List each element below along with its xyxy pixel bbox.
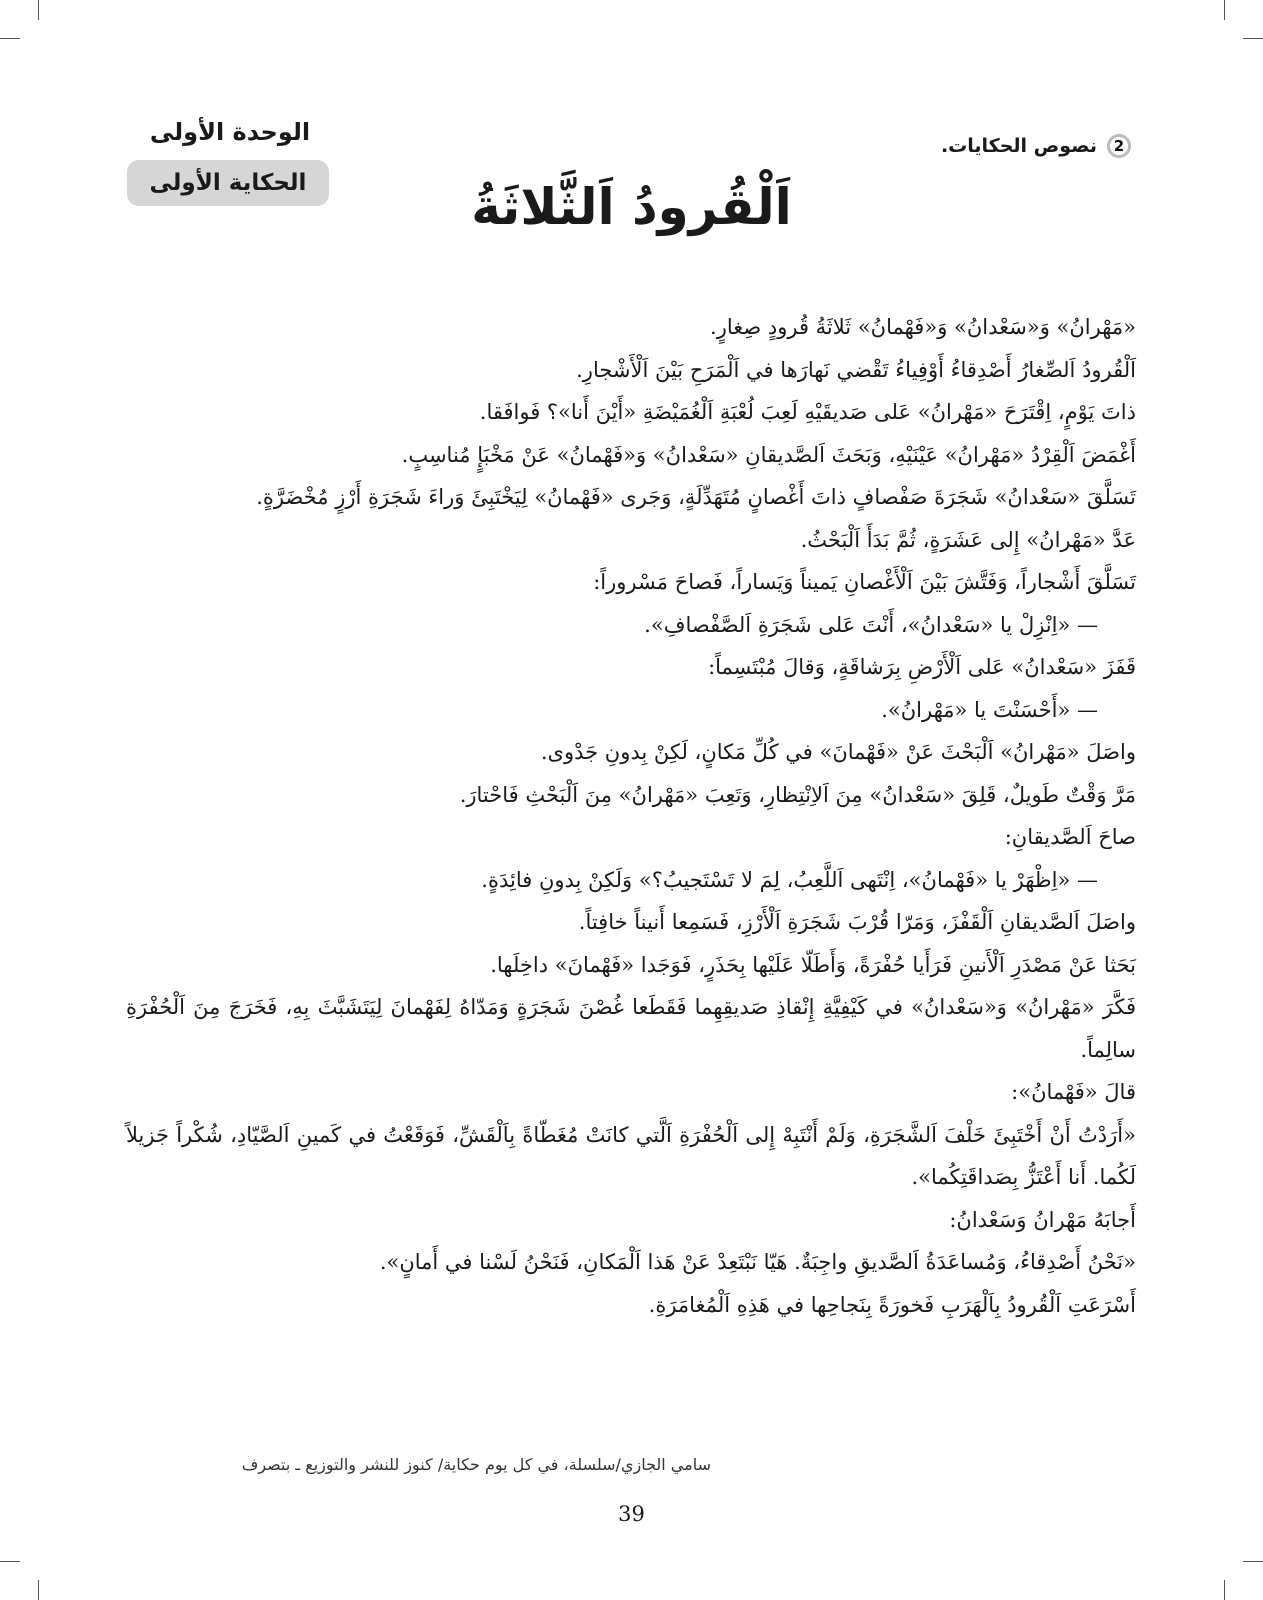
story-paragraph: اَلْقُرودُ اَلصِّغارُ أَصْدِقاءُ أَوْفِياءُ تَقْضي نَهارَها في اَلْمَرَحِ بَيْنَ اَلْأَشْجارِ. xyxy=(576,357,1136,382)
story-paragraph: مَرَّ وَقْتٌ طَويلٌ، قَلِقَ «سَعْدانُ» مِنَ اَلاِنْتِظارِ، وَتَعِبَ «مَهْرانُ» مِنَ اَلْبَحْثِ فَاحْتارَ. xyxy=(459,782,1136,807)
story-paragraph: أَغْمَضَ اَلْقِرْدُ «مَهْرانُ» عَيْنَيْهِ، وَبَحَثَ اَلصَّديقانِ «سَعْدانُ» وَ«فَهْمانُ» عَنْ مَخْبَإٍ مُناسِبٍ. xyxy=(401,442,1136,467)
story-paragraph: واصَلَ «مَهْرانُ» اَلْبَحْثَ عَنْ «فَهْمانَ» في كُلِّ مَكانٍ، لَكِنْ بِدونِ جَدْوى. xyxy=(540,740,1136,764)
story-paragraph: ذاتَ يَوْمٍ، اِقْتَرَحَ «مَهْرانُ» عَلى صَديقَيْهِ لَعِبَ لُعْبَةِ اَلْغُمَيْضَةِ «أَيْنَ أَنا»؟ فَوافَقا. xyxy=(479,400,1136,424)
crop-mark xyxy=(1224,1580,1225,1600)
section-number-badge: 2 xyxy=(1105,132,1133,160)
crop-mark xyxy=(38,1580,39,1600)
story-paragraph: عَدَّ «مَهْرانُ» إِلى عَشَرَةٍ، ثُمَّ بَدَأَ اَلْبَحْثُ. xyxy=(800,527,1136,552)
unit-title: الوحدة الأولى xyxy=(149,118,311,146)
crop-mark xyxy=(1243,1561,1263,1562)
story-dialogue: — «اِظْهَرْ يا «فَهْمانُ»، اِنْتَهى اَللَّعِبُ، لِمَ لا تَسْتَجيبُ؟» وَلَكِنْ بِدونِ فائِدَةٍ. xyxy=(481,867,1098,892)
story-paragraph: قالَ «فَهْمانُ»: xyxy=(1011,1080,1136,1104)
story-paragraph: فَكَّرَ «مَهْرانُ» وَ«سَعْدانُ» في كَيْفِيَّةِ إِنْقاذِ صَديقِهِما فَقَطَعا غُصْنَ شَجَرَةٍ وَمَدّاهُ لِفَهْمانَ لِيَتَشَبَّثَ بِهِ، فَخَرَجَ مِنَ اَلْحُفْرَةِ سالِماً. xyxy=(126,995,1136,1062)
story-paragraph: «مَهْرانُ» وَ«سَعْدانُ» وَ«فَهْمانُ» ثَلاثَةُ قُرودٍ صِغارٍ. xyxy=(710,315,1136,339)
page-number: 39 xyxy=(618,1502,645,1526)
section-heading xyxy=(941,132,1133,160)
story-paragraph: «أَرَدْتُ أَنْ أَخْتَبِئَ خَلْفَ اَلشَّجَرَةِ، وَلَمْ أَنْتَبِهْ إِلى اَلْحُفْرَةِ اَلَّتي كانَتْ مُغَطّاةً بِاَلْقَشِّ، فَوَقَعْتُ في كَمينِ اَلصَّيّادِ، شُكْراً جَزيلاً لَكُما. أَنا أَعْتَزُّ بِصَداقَتِكُما». xyxy=(126,1122,1136,1189)
crop-mark xyxy=(1224,0,1225,20)
crop-mark xyxy=(38,0,39,20)
story-paragraph: تَسَلَّقَ أَشْجاراً، وَفَتَّشَ بَيْنَ اَلْأَغْصانِ يَميناً وَيَساراً، فَصاحَ مَسْروراً: xyxy=(593,570,1136,594)
story-dialogue: — «أَحْسَنْتَ يا «مَهْرانُ». xyxy=(881,697,1098,722)
story-paragraph: واصَلَ اَلصَّديقانِ اَلْقَفْزَ، وَمَرّا قُرْبَ شَجَرَةِ اَلْأَرْزِ، فَسَمِعا أَنيناً خافِتاً. xyxy=(578,910,1136,934)
crop-mark xyxy=(0,38,20,39)
story-paragraph: قَفَزَ «سَعْدانُ» عَلى اَلْأَرْضِ بِرَشاقَةٍ، وَقالَ مُبْتَسِماً: xyxy=(708,655,1136,679)
section-title: نصوص الحكايات. xyxy=(940,135,1097,157)
story-paragraph: صاحَ اَلصَّديقانِ: xyxy=(1004,825,1136,849)
story-title: اَلْقُرودُ اَلثَّلاثَةُ xyxy=(471,178,792,236)
story-paragraph: تَسَلَّقَ «سَعْدانُ» شَجَرَةَ صَفْصافٍ ذاتَ أَغْصانٍ مُتَهَدِّلَةٍ، وَجَرى «فَهْمانُ» لِيَخْتَبِئَ وَراءَ شَجَرَةِ أَرْزٍ مُخْضَرَّةٍ. xyxy=(256,485,1136,509)
crop-mark xyxy=(1243,38,1263,39)
crop-mark xyxy=(0,1561,20,1562)
story-paragraph: «نَحْنُ أَصْدِقاءُ، وَمُساعَدَةُ اَلصَّديقِ واجِبَةٌ. هَيّا نَبْتَعِدْ عَنْ هَذا اَلْمَكانِ، فَنَحْنُ لَسْنا في أَمانٍ». xyxy=(379,1250,1136,1274)
story-dialogue: — «اِنْزِلْ يا «سَعْدانُ»، أَنْتَ عَلى شَجَرَةِ اَلصَّفْصافِ». xyxy=(644,612,1098,637)
source-citation: سامي الجازي/سلسلة، في كل يوم حكاية/ كنوز للنشر والتوزيع ـ بتصرف xyxy=(241,1455,711,1474)
story-paragraph: أَسْرَعَتِ اَلْقُرودُ بِاَلْهَرَبِ فَخورَةً بِنَجاحِها في هَذِهِ اَلْمُغامَرَةِ. xyxy=(648,1292,1136,1317)
story-body xyxy=(126,306,1136,1326)
lesson-label-text: الحكاية الأولى xyxy=(149,170,307,196)
story-paragraph: أَجابَهُ مَهْرانُ وَسَعْدانُ: xyxy=(949,1207,1136,1232)
story-paragraph: بَحَثا عَنْ مَصْدَرِ اَلْأَنينِ فَرَأَيا حُفْرَةً، وَأَطَلّا عَلَيْها بِحَذَرٍ، فَوَجَدا «فَهْمانَ» داخِلَها. xyxy=(490,952,1136,977)
